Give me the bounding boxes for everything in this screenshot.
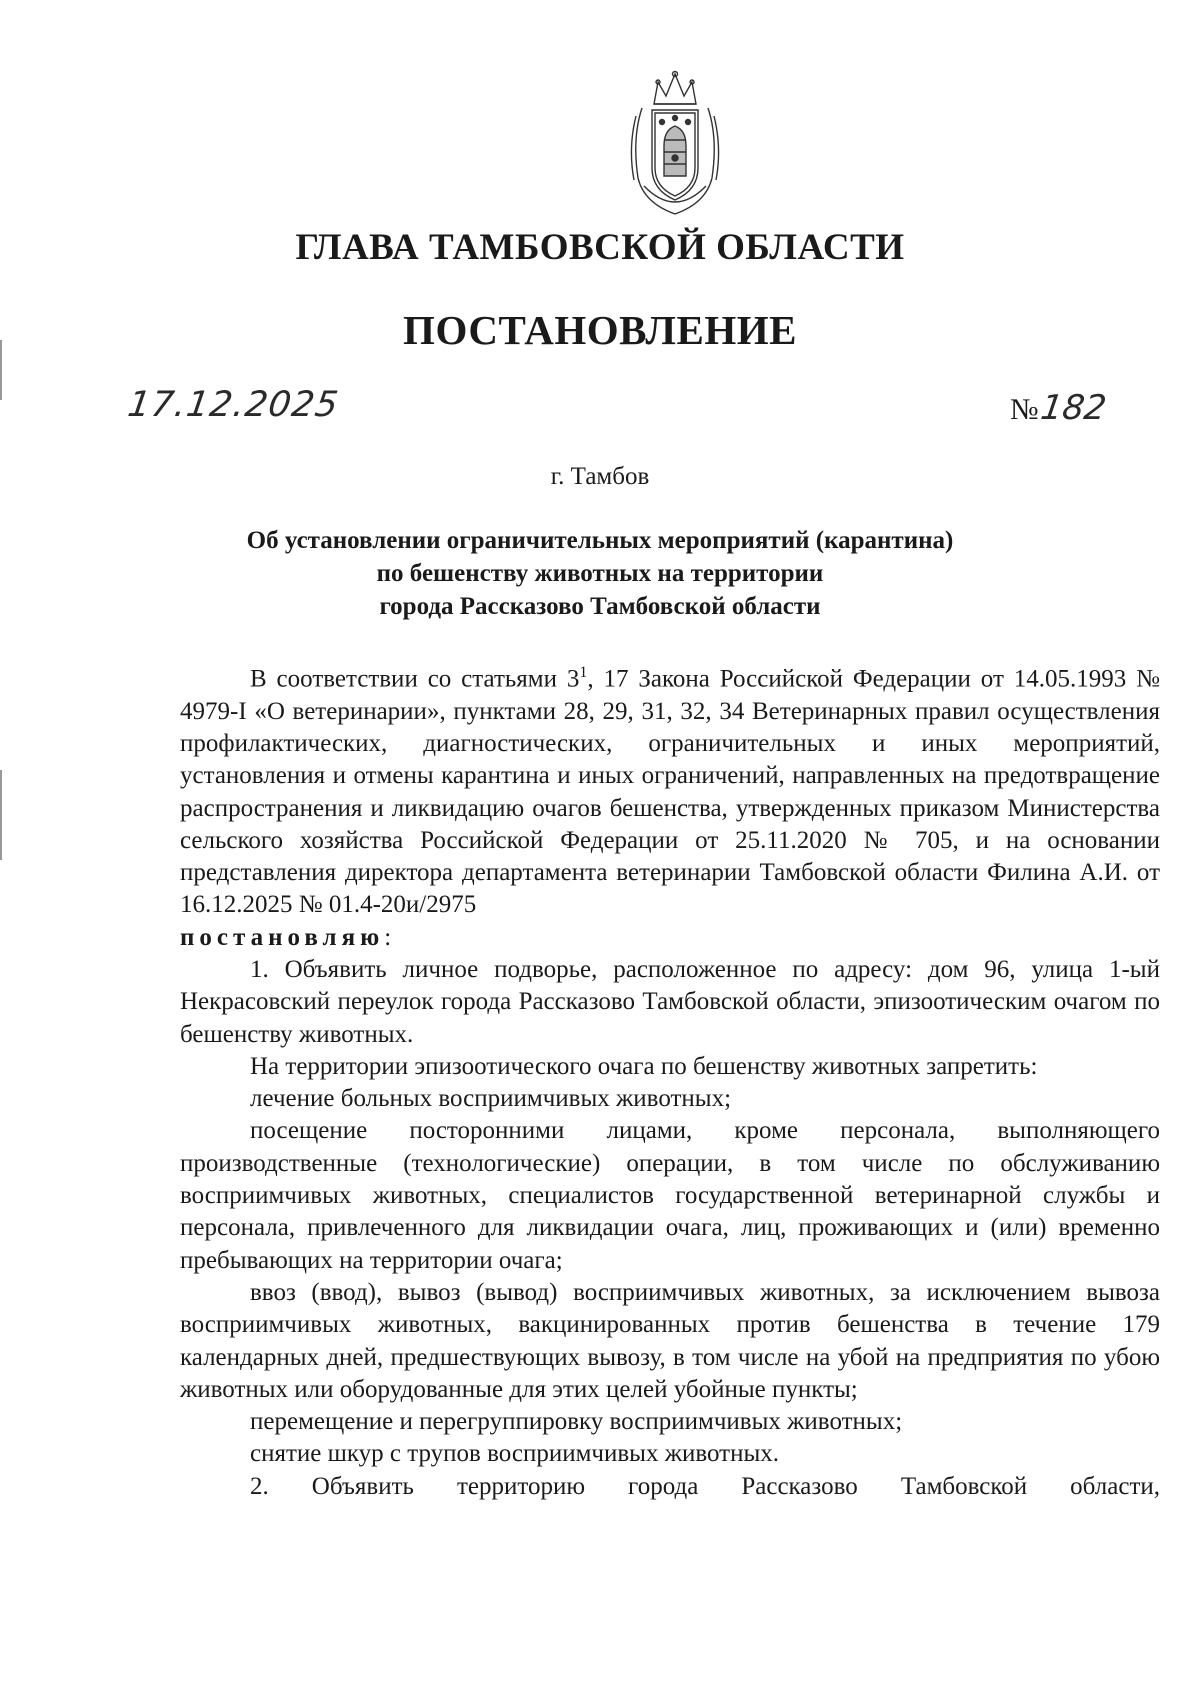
clause-1: 1. Объявить личное подворье, расположенное по адресу: дом 96, улица 1-ый Некрасовский переулок города Рассказово Тамбовской области, эпизоотическим очагом по бешенству животных. [180, 956, 1160, 1048]
prohibition-intro: На территории эпизоотического очага по бешенству животных запретить: [250, 1052, 1038, 1080]
document-number [1010, 388, 1109, 428]
document-body [180, 657, 1160, 1503]
title-line: Об установлении ограничительных мероприятий (карантина) [246, 527, 954, 554]
city-of-issue: г. Тамбов [550, 463, 650, 490]
document-title [0, 524, 1200, 623]
number-value: 182 [1037, 388, 1109, 428]
decree-colon: : [384, 923, 392, 951]
tambov-coat-of-arms-icon [624, 68, 726, 218]
clause-2: 2. Объявить территорию города Рассказово Тамбовской области, [250, 1472, 1160, 1500]
prohibition-item: лечение больных восприимчивых животных; [250, 1085, 732, 1113]
preamble-text: В соответствии со статьями 3 [250, 665, 580, 693]
title-line: по бешенству животных на территории [376, 560, 824, 587]
decree-word: постановляю [180, 923, 385, 951]
document-type: ПОСТАНОВЛЕНИЕ [403, 307, 797, 353]
decree-word-line [180, 922, 1160, 954]
document-date: 17.12.2025 [125, 385, 342, 425]
preamble-paragraph [180, 657, 1160, 922]
number-prefix: № [1010, 393, 1039, 426]
scan-mark [0, 770, 2, 860]
prohibition-item: посещение посторонними лицами, кроме персонала, выполняющего производственные (технологические) операции, в том числе по обслуживанию восприимчивых животных, специалистов государственной ветеринарной службы и персонала, привлеченного для ликвидации очага, лиц, проживающих и (или) временно пребывающих на территории очага; [180, 1117, 1160, 1274]
prohibition-item: перемещение и перегруппировку восприимчивых животных; [250, 1408, 903, 1436]
preamble-text: , 17 Закона Российской Федерации от 14.05.1993 № 4979-I «О ветеринарии», пунктами 28, 29, 31, 32, 34 Ветеринарных правил осуществления профилактических, диагностических, ограничительных и иных мероприятий, установления и отмены карантина и иных ограничений, направленных на предотвращение распространения и ликвидацию очагов бешенства, утвержденных приказом Министерства сельского хозяйства Российской Федерации от 25.11.2020 № 705, и на основании представления директора департамента ветеринарии Тамбовской области Филина А.И. от 16.12.2025 № 01.4-20и/2975 [180, 665, 1160, 919]
issuing-authority: ГЛАВА ТАМБОВСКОЙ ОБЛАСТИ [295, 227, 905, 268]
prohibition-item: снятие шкур с трупов восприимчивых животных. [250, 1440, 780, 1468]
article-superscript: 1 [579, 664, 588, 681]
title-line: города Рассказово Тамбовской области [379, 593, 821, 620]
prohibition-item: ввоз (ввод), вывоз (вывод) восприимчивых животных, за исключением вывоза восприимчивых животных, вакцинированных против бешенства в течение 179 календарных дней, предшествующих вывозу, в том числе на убой на предприятия по убою животных или оборудованные для этих целей убойные пункты; [180, 1278, 1160, 1403]
